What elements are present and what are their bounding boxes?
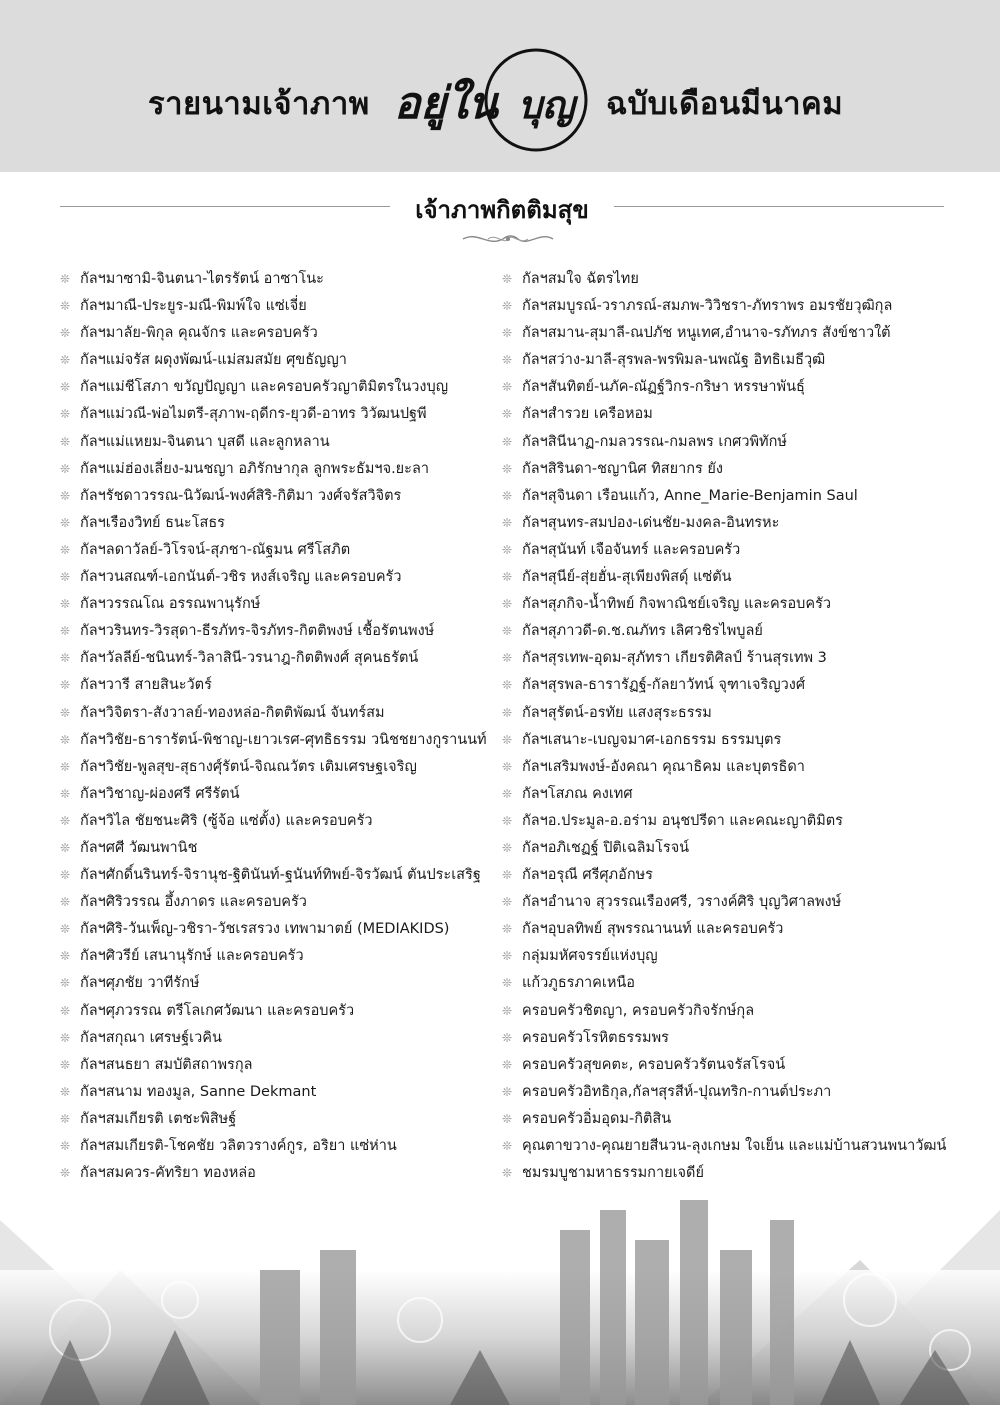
sponsor-name: กัลฯวนสณฑ์-เอกนันต์-วชิร หงส์เจริญ และครอบครัว: [80, 569, 402, 586]
sponsor-left-item: [60, 727, 500, 754]
sponsor-name: กัลฯสุนทร-สมปอง-เด่นชัย-มงคล-อินทรหะ: [522, 514, 780, 531]
bullet-icon: ❊: [502, 353, 513, 368]
sponsor-name: กัลฯศิริ-วันเพ็ญ-วชิรา-วัชเรสรวง เทพามาตย์ (MEDIAKIDS): [80, 921, 450, 938]
sponsor-name: กัลฯแม่ฮ่องเลี่ยง-มนชญา อภิรักษากุล ลูกพระธัมฯจ.ยะลา: [80, 460, 429, 477]
sponsor-left-item: [60, 889, 500, 916]
sponsor-name: กัลฯวิชาญ-ผ่องศรี ศรีรัตน์: [80, 785, 240, 802]
sponsor-name: กัลฯอภิเชฏฐ์ ปิติเฉลิมโรจน์: [522, 839, 690, 856]
bullet-icon: ❊: [60, 326, 71, 341]
sponsor-name: กัลฯสมาน-สุมาลี-ณปภัช หนูเทศ,อำนาจ-รภัทภร สังข์ชาวใต้: [522, 325, 891, 342]
sponsor-name: กัลฯวัลลีย์-ชนินทร์-วิลาสินี-วรนาฎ-กิตติพงศ์ สุคนธรัตน์: [80, 650, 419, 667]
bullet-icon: ❊: [502, 840, 513, 855]
sponsor-name: กัลฯเสริมพงษ์-อังคณา คุณาธิคม และบุตรธิดา: [522, 758, 805, 775]
sponsor-name: กัลฯสมใจ ฉัตรไทย: [522, 271, 639, 287]
bullet-icon: ❊: [502, 597, 513, 612]
header-banner: [0, 0, 1000, 172]
bullet-icon: ❊: [60, 1003, 71, 1018]
sponsor-right-item: [502, 862, 962, 889]
bullet-icon: ❊: [60, 515, 71, 530]
bullet-icon: ❊: [60, 759, 71, 774]
sponsor-right-item: [502, 401, 962, 428]
sponsor-name: กัลฯสนธยา สมบัติสถาพรกุล: [80, 1056, 253, 1073]
sponsor-name: กัลฯศุภวรรณ ตรีโลเกศวัฒนา และครอบครัว: [80, 1002, 355, 1019]
sponsor-name: กัลฯสว่าง-มาลี-สุรพล-พรพิมล-นพณัฐ อิทธิเมธีวุฒิ: [522, 352, 826, 369]
bullet-icon: ❊: [60, 434, 71, 449]
bullet-icon: ❊: [502, 651, 513, 666]
sponsor-right-item: [502, 727, 962, 754]
bullet-icon: ❊: [60, 678, 71, 693]
bullet-icon: ❊: [502, 488, 513, 503]
sponsor-left-item: [60, 943, 500, 970]
sponsor-name: กัลฯอ.ประมูล-อ.อร่าม อนุชปรีดา และคณะญาติมิตร: [522, 812, 843, 829]
bullet-icon: ❊: [60, 461, 71, 476]
sponsor-right-item: [502, 266, 962, 293]
sponsor-name: กัลฯสุรพล-ธารารัฏฐ์-กัลยาวัทน์ จุฑาเจริญวงศ์: [522, 677, 806, 694]
bullet-icon: ❊: [502, 1057, 513, 1072]
sponsor-name: ครอบครัวอิ่มอุดม-กิติสิน: [522, 1110, 672, 1127]
crystal-city-illustration: [0, 1180, 1000, 1405]
bullet-icon: ❊: [60, 1084, 71, 1099]
sponsor-name: กลุ่มมหัศจรรย์แห่งบุญ: [522, 948, 658, 965]
sponsor-name: ครอบครัวสุขคตะ, ครอบครัวรัตนจรัสโรจน์: [522, 1056, 786, 1073]
sponsor-name: กัลฯวรินทร-วิรสุดา-ธีรภัทร-จิรภัทร-กิตติพงษ์ เชื้อรัตนพงษ์: [80, 623, 435, 640]
sponsor-left-item: [60, 700, 500, 727]
sponsor-name: กัลฯสินีนาฏ-กมลวรรณ-กมลพร เกศวพิทักษ์: [522, 433, 787, 450]
bullet-icon: ❊: [502, 895, 513, 910]
bullet-icon: ❊: [60, 597, 71, 612]
sponsor-left-item: [60, 510, 500, 537]
sponsor-name: กัลฯลดาวัลย์-วิโรจน์-สุภชา-ณัฐมน ศรีโสภิต: [80, 541, 351, 558]
bullet-icon: ❊: [60, 1057, 71, 1072]
flourish-ornament-icon: [458, 229, 558, 249]
sponsor-name: กัลฯสุภกิจ-น้ำทิพย์ กิจพาณิชย์เจริญ และครอบครัว: [522, 596, 832, 613]
bullet-icon: ❊: [60, 813, 71, 828]
sponsor-left-item: [60, 618, 500, 645]
sponsor-name: กัลฯมาณี-ประยูร-มณี-พิมพ์ใจ แซ่เจี่ย: [80, 298, 307, 315]
bullet-icon: ❊: [502, 922, 513, 937]
sponsor-right-item: [502, 916, 962, 943]
sponsor-name: กัลฯสมควร-คัทริยา ทองหล่อ: [80, 1165, 256, 1182]
logo-word-1: อยู่ใน: [394, 78, 498, 129]
sponsor-list-left: [60, 266, 500, 1187]
sponsor-left-item: [60, 591, 500, 618]
sponsor-name: กัลฯสนาม ทองมูล, Sanne Dekmant: [80, 1083, 317, 1100]
sponsor-right-item: [502, 889, 962, 916]
bullet-icon: ❊: [60, 922, 71, 937]
sponsor-right-item: [502, 1052, 962, 1079]
sponsor-name: กัลฯสุจินดา เรือนแก้ว, Anne_Marie-Benjamin Saul: [522, 487, 858, 504]
sponsor-name: คุณตาขวาง-คุณยายสีนวน-ลุงเกษม ใจเย็น และแม่บ้านสวนพนาวัฒน์: [522, 1138, 947, 1154]
sponsor-right-item: [502, 835, 962, 862]
sponsor-name: กัลฯศักดิ์นรินทร์-จิรานุช-ฐิตินันท์-ฐนันท์ทิพย์-จิรวัฒน์ ตันประเสริฐ: [80, 867, 481, 884]
sponsor-left-item: [60, 1052, 500, 1079]
bullet-icon: ❊: [502, 515, 513, 530]
sponsor-name: กัลฯเสนาะ-เบญจมาศ-เอกธรรม ธรรมบุตร: [522, 731, 782, 748]
sponsor-left-item: [60, 564, 500, 591]
sponsor-right-item: [502, 645, 962, 672]
sponsor-right-item: [502, 1079, 962, 1106]
sponsor-right-item: [502, 808, 962, 835]
bullet-icon: ❊: [502, 299, 513, 314]
bullet-icon: ❊: [60, 299, 71, 314]
sponsor-name: กัลฯอำนาจ สุวรรณเรืองศรี, วรางค์ศิริ บุญวิศาลพงษ์: [522, 894, 842, 911]
sponsor-name: กัลฯแม่จรัส ผดุงพัฒน์-แม่สมสมัย ศุขธัญญา: [80, 352, 347, 369]
sponsor-name: กัลฯศิวรีย์ เสนานุรักษ์ และครอบครัว: [80, 948, 304, 965]
sponsor-right-item: [502, 320, 962, 347]
bullet-icon: ❊: [60, 705, 71, 720]
bullet-icon: ❊: [60, 407, 71, 422]
bullet-icon: ❊: [502, 380, 513, 395]
bullet-icon: ❊: [502, 461, 513, 476]
logo-word-2: บุญ: [518, 82, 575, 127]
sponsor-name: กัลฯวรรณโณ อรรณพานุรักษ์: [80, 596, 261, 613]
sponsor-name: กัลฯมาซามิ-จินตนา-ไตรรัตน์ อาซาโนะ: [80, 271, 324, 287]
sponsor-right-item: [502, 564, 962, 591]
sponsor-right-item: [502, 537, 962, 564]
sponsor-left-item: [60, 808, 500, 835]
sponsor-name: กัลฯอรุณี ศรีศุภอักษร: [522, 867, 653, 884]
bullet-icon: ❊: [60, 570, 71, 585]
bullet-icon: ❊: [502, 732, 513, 747]
bullet-icon: ❊: [502, 786, 513, 801]
sponsor-left-item: [60, 374, 500, 401]
sponsor-left-item: [60, 754, 500, 781]
bullet-icon: ❊: [502, 868, 513, 883]
bullet-icon: ❊: [502, 1084, 513, 1099]
sponsor-left-item: [60, 1106, 500, 1133]
section-heading: [60, 190, 944, 230]
bullet-icon: ❊: [502, 949, 513, 964]
sponsor-right-item: [502, 754, 962, 781]
sponsor-name: กัลฯวิชัย-ธารารัตน์-พิชาญ-เยาวเรศ-ศุทธิธรรม วนิชชยางกูรานนท์: [80, 731, 487, 748]
sponsor-name: กัลฯสุรเทพ-อุดม-สุภัทรา เกียรติศิลป์ ร้านสุรเทพ 3: [522, 650, 827, 667]
bullet-icon: ❊: [502, 542, 513, 557]
sponsor-left-item: [60, 266, 500, 293]
bullet-icon: ❊: [502, 705, 513, 720]
bullet-icon: ❊: [502, 678, 513, 693]
sponsor-name: กัลฯเรืองวิทย์ ธนะโสธร: [80, 514, 225, 531]
sponsor-name: แก้วภูธรภาคเหนือ: [522, 975, 635, 992]
bullet-icon: ❊: [60, 1139, 71, 1153]
sponsor-left-item: [60, 672, 500, 699]
bullet-icon: ❊: [60, 624, 71, 639]
sponsor-left-item: [60, 537, 500, 564]
sponsor-left-item: [60, 645, 500, 672]
sponsor-right-item: [502, 618, 962, 645]
sponsor-left-item: [60, 862, 500, 889]
sponsor-name: กัลฯศศี วัฒนพานิช: [80, 839, 198, 856]
bullet-icon: ❊: [60, 488, 71, 503]
sponsor-name: ครอบครัวชิตญา, ครอบครัวกิจรักษ์กุล: [522, 1002, 755, 1019]
sponsor-right-item: [502, 293, 962, 320]
sponsor-left-item: [60, 1025, 500, 1052]
sponsor-name: ชมรมบูชามหาธรรมกายเจดีย์: [522, 1165, 704, 1182]
sponsor-left-item: [60, 483, 500, 510]
sponsor-left-item: [60, 320, 500, 347]
bullet-icon: ❊: [60, 1166, 71, 1181]
bullet-icon: ❊: [502, 1111, 513, 1126]
sponsor-right-item: [502, 483, 962, 510]
bullet-icon: ❊: [502, 813, 513, 828]
sponsor-left-item: [60, 429, 500, 456]
sponsor-name: กัลฯแม่ชีโสภา ขวัญปัญญา และครอบครัวญาติมิตรในวงบุญ: [80, 379, 449, 396]
sponsor-name: กัลฯสมเกียรติ เตชะพิสิษฐ์: [80, 1110, 237, 1127]
sponsor-name: กัลฯวารี สายสินะวัตร์: [80, 677, 212, 694]
sponsor-left-item: [60, 401, 500, 428]
sponsor-name: กัลฯสิรินดา-ชญานิศ ทิสยากร ยัง: [522, 460, 724, 477]
bullet-icon: ❊: [502, 759, 513, 774]
header-title-left: รายนามเจ้าภาพ: [148, 86, 370, 122]
sponsor-name: กัลฯสมบูรณ์-วราภรณ์-สมภพ-วิวิชรา-ภัทราพร อมรชัยวุฒิกุล: [522, 298, 893, 315]
sponsor-name: กัลฯรัชดาวรรณ-นิวัฒน์-พงศ์สิริ-กิติมา วงศ์จรัสวิจิตร: [80, 487, 402, 504]
header-title-right: ฉบับเดือนมีนาคม: [606, 86, 844, 122]
bullet-icon: ❊: [502, 407, 513, 422]
sponsor-right-item: [502, 347, 962, 374]
sponsor-name: กัลฯศุภชัย วาทีรักษ์: [80, 975, 200, 992]
bullet-icon: ❊: [60, 732, 71, 747]
bullet-icon: ❊: [60, 786, 71, 801]
sponsor-right-item: [502, 672, 962, 699]
sponsor-name: กัลฯมาลัย-พิกุล คุณจักร และครอบครัว: [80, 325, 318, 342]
bullet-icon: ❊: [502, 1139, 513, 1153]
sponsor-name: กัลฯสมเกียรติ-โชคชัย วลิตวรางค์กูร, อริยา แซ่ห่าน: [80, 1138, 397, 1154]
sponsor-left-item: [60, 456, 500, 483]
sponsor-left-item: [60, 835, 500, 862]
bullet-icon: ❊: [60, 272, 71, 286]
sponsor-name: กัลฯสุนันท์ เจือจันทร์ และครอบครัว: [522, 541, 741, 558]
sponsor-name: ครอบครัวโรหิตธรรมพร: [522, 1029, 669, 1046]
sponsor-left-item: [60, 1079, 500, 1106]
sponsor-left-item: [60, 970, 500, 997]
sponsor-name: ครอบครัวอิทธิกุล,กัลฯสุรสีห์-ปุณทริก-กานต์ประภา: [522, 1083, 832, 1100]
section-title: เจ้าภาพกิตติมสุข: [415, 196, 589, 224]
sponsor-left-item: [60, 293, 500, 320]
sponsor-name: กัลฯสุรัตน์-อรทัย แสงสุระธรรม: [522, 704, 712, 721]
sponsor-right-item: [502, 943, 962, 970]
sponsor-left-item: [60, 347, 500, 374]
sponsor-name: กัลฯอุบลทิพย์ สุพรรณานนท์ และครอบครัว: [522, 921, 784, 938]
sponsor-name: กัลฯสันทิตย์-นภัค-ณัฏฐ์วิกร-กริษา หรรษาพันธุ์: [522, 379, 805, 396]
sponsor-name: กัลฯวิจิตรา-สังวาลย์-ทองหล่อ-กิตติพัฒน์ จันทร์สม: [80, 704, 385, 721]
sponsor-right-item: [502, 998, 962, 1025]
bullet-icon: ❊: [60, 1111, 71, 1126]
bullet-icon: ❊: [60, 976, 71, 991]
sponsor-name: กัลฯศิริวรรณ อึ้งภาดร และครอบครัว: [80, 894, 307, 911]
bullet-icon: ❊: [502, 1166, 513, 1181]
bullet-icon: ❊: [60, 840, 71, 855]
sponsor-name: กัลฯแม่วณี-พ่อไมตรี-สุภาพ-ฤดีกร-ยุวดี-อาทร วิวัฒนปฐพี: [80, 406, 427, 423]
bullet-icon: ❊: [60, 380, 71, 395]
sponsor-left-item: [60, 998, 500, 1025]
sponsor-right-item: [502, 429, 962, 456]
bullet-icon: ❊: [60, 895, 71, 910]
sponsor-name: กัลฯวิชัย-พูลสุข-สุธางศุ์รัตน์-จิณณวัตร เติมเศรษฐเจริญ: [80, 758, 417, 775]
sponsor-name: กัลฯสกุณา เศรษฐ์เวคิน: [80, 1029, 222, 1046]
bullet-icon: ❊: [60, 949, 71, 964]
sponsor-list-right: [502, 266, 962, 1187]
sponsor-right-item: [502, 781, 962, 808]
sponsor-right-item: [502, 1133, 962, 1160]
bullet-icon: ❊: [502, 434, 513, 449]
bullet-icon: ❊: [502, 1030, 513, 1045]
bullet-icon: ❊: [502, 976, 513, 991]
sponsor-name: กัลฯสุนีย์-สุ่ยฮั่น-สุเพียงพิสดุ์ แซ่ตัน: [522, 569, 732, 586]
sponsor-right-item: [502, 1106, 962, 1133]
bullet-icon: ❊: [502, 326, 513, 341]
bullet-icon: ❊: [60, 1030, 71, 1045]
bullet-icon: ❊: [60, 651, 71, 666]
sponsor-right-item: [502, 970, 962, 997]
sponsor-right-item: [502, 374, 962, 401]
sponsor-right-item: [502, 510, 962, 537]
magazine-logo: [388, 44, 600, 156]
bullet-icon: ❊: [502, 272, 513, 286]
bullet-icon: ❊: [60, 542, 71, 557]
sponsor-left-item: [60, 916, 500, 943]
bullet-icon: ❊: [502, 1003, 513, 1018]
bullet-icon: ❊: [502, 624, 513, 639]
bullet-icon: ❊: [60, 353, 71, 368]
divider-right: [614, 206, 944, 207]
sponsor-right-item: [502, 456, 962, 483]
sponsor-left-item: [60, 1133, 500, 1160]
sponsor-name: กัลฯวิไล ชัยชนะศิริ (ซู้จ้อ แซ่ตั้ง) และครอบครัว: [80, 812, 373, 829]
bullet-icon: ❊: [60, 868, 71, 883]
bullet-icon: ❊: [502, 570, 513, 585]
sponsor-name: กัลฯโสภณ คงเทศ: [522, 785, 633, 802]
sponsor-right-item: [502, 700, 962, 727]
sponsor-name: กัลฯสำรวย เครือหอม: [522, 406, 653, 423]
sponsor-right-item: [502, 591, 962, 618]
sponsor-right-item: [502, 1025, 962, 1052]
sponsor-name: กัลฯสุภาวดี-ด.ช.ณภัทร เลิศวชิรไพบูลย์: [522, 623, 763, 640]
sponsor-name: กัลฯแม่แหยม-จินตนา บุสดี และลูกหลาน: [80, 433, 330, 450]
sponsor-left-item: [60, 781, 500, 808]
